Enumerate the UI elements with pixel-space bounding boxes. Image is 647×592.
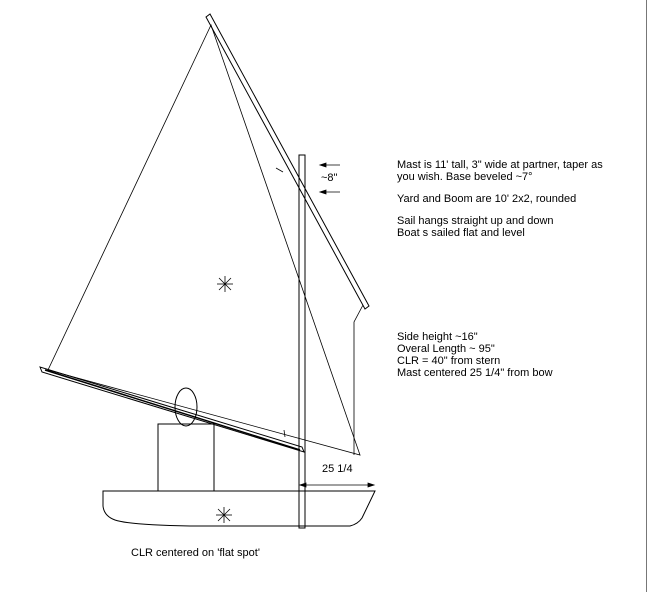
sail-center-star bbox=[217, 276, 233, 292]
note-line: Sail hangs straight up and down bbox=[397, 215, 554, 227]
sail-panel bbox=[48, 25, 360, 455]
boom-edge bbox=[45, 370, 300, 450]
bow-distance-label: 25 1/4 bbox=[322, 463, 353, 475]
sailor-head bbox=[175, 388, 197, 426]
note-line: Boat s sailed flat and level bbox=[397, 227, 525, 239]
clr-star bbox=[216, 507, 232, 523]
yard-tick bbox=[276, 168, 283, 172]
note-gap bbox=[397, 183, 603, 193]
note-line: Mast centered 25 1/4" from bow bbox=[397, 367, 553, 379]
hull-notes bbox=[397, 331, 553, 379]
clr-caption: CLR centered on 'flat spot' bbox=[131, 547, 260, 559]
note-line: you wish. Base beveled ~7° bbox=[397, 171, 533, 183]
note-gap bbox=[397, 205, 603, 215]
note-line: CLR = 40" from stern bbox=[397, 355, 501, 367]
rig-notes bbox=[397, 159, 603, 239]
sail-aft-edge bbox=[354, 305, 363, 455]
mast bbox=[299, 155, 305, 528]
note-line: Yard and Boom are 10' 2x2, rounded bbox=[397, 193, 577, 205]
boom-tick bbox=[284, 430, 285, 437]
sailor-body bbox=[158, 424, 214, 491]
mast-offset-label: ~8" bbox=[321, 172, 338, 184]
hull bbox=[103, 491, 375, 526]
note-line: Side height ~16" bbox=[397, 331, 478, 343]
note-line: Overal Length ~ 95" bbox=[397, 343, 495, 355]
yard-spar bbox=[206, 14, 369, 309]
note-line: Mast is 11' tall, 3" wide at partner, taper as bbox=[397, 159, 603, 171]
bow-distance-dimension bbox=[300, 483, 374, 487]
